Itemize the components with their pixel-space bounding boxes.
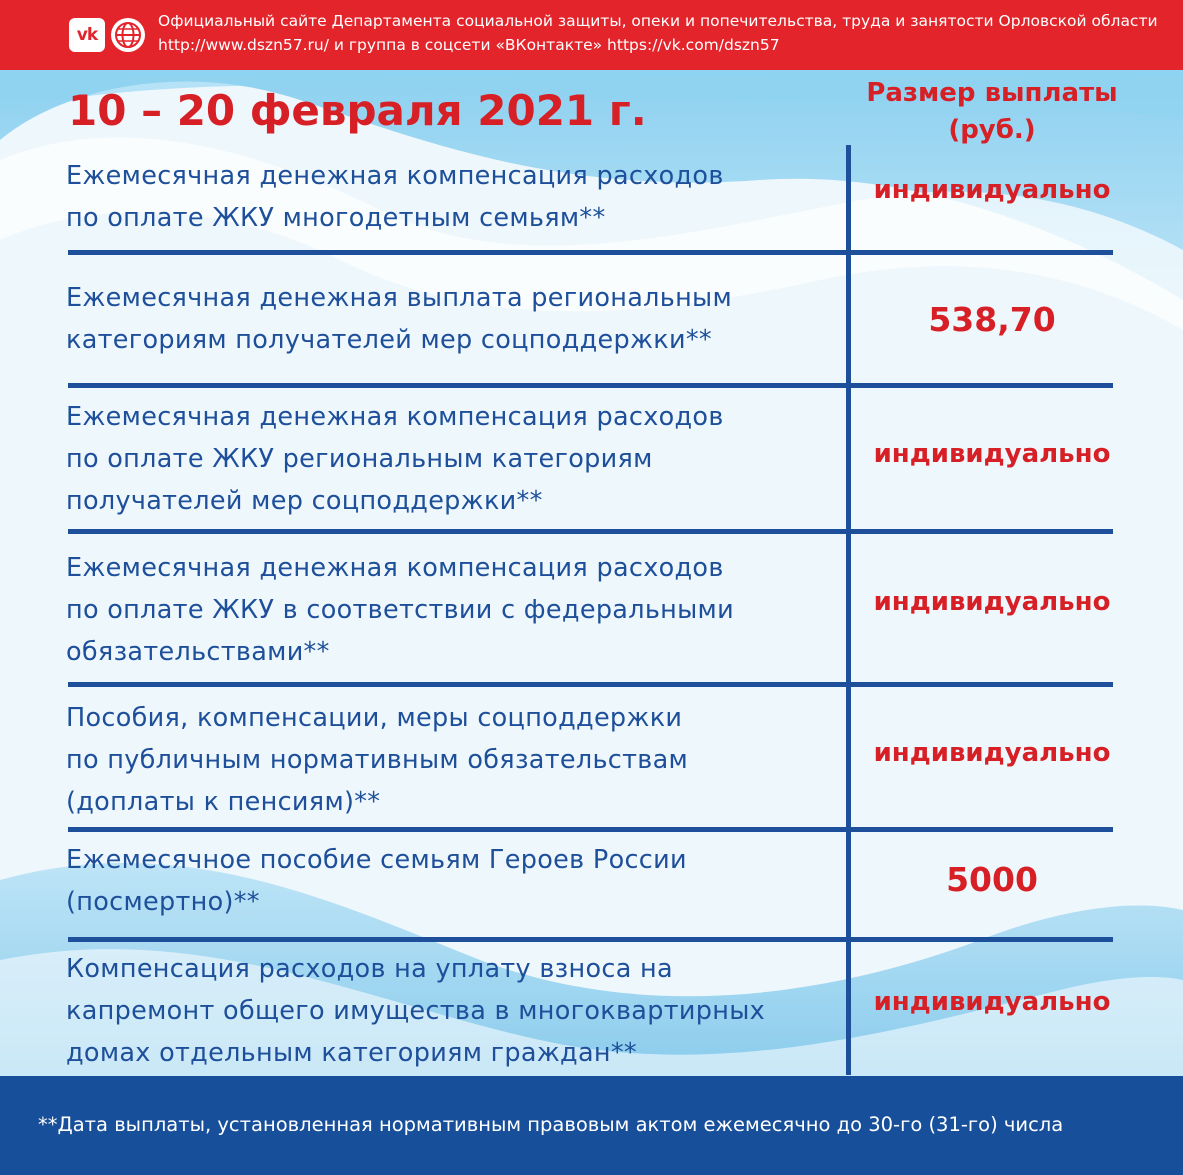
payment-amount: 5000 — [946, 860, 1038, 899]
page-title: 10 – 20 февраля 2021 г. — [68, 86, 647, 135]
header-links[interactable]: http://www.dszn57.ru/ и группа в соцсети «ВКонтакте» https://vk.com/dszn57 — [158, 36, 780, 54]
payment-amount: индивидуально — [873, 738, 1111, 768]
column-header-line1: Размер выплаты — [866, 78, 1118, 108]
payment-amount: индивидуально — [873, 175, 1111, 205]
payment-description: Компенсация расходов на уплату взноса на капремонт общего имущества в многоквартирных домах отдельным категориям граждан** — [66, 954, 766, 1068]
row-divider — [68, 383, 1113, 388]
globe-icon[interactable] — [110, 17, 146, 53]
footer-note: **Дата выплаты, установленная нормативным правовым актом ежемесячно до 30-го (31-го) числа — [38, 1113, 1064, 1136]
payment-amount: 538,70 — [928, 300, 1056, 339]
row-divider — [68, 250, 1113, 255]
row-divider — [68, 682, 1113, 687]
row-divider — [68, 529, 1113, 534]
payment-description: Ежемесячная денежная компенсация расходов по оплате ЖКУ многодетным семьям** — [66, 161, 724, 233]
row-divider — [68, 827, 1113, 832]
footer-banner — [0, 1076, 1183, 1175]
payment-description: Пособия, компенсации, меры соцподдержки по публичным нормативным обязательствам (доплаты к пенсиям)** — [66, 703, 689, 817]
header-site-description: Официальный сайте Департамента социальной защиты, опеки и попечительства, труда и занятости Орловской области — [158, 12, 1158, 30]
row-divider — [68, 937, 1113, 942]
payment-amount: индивидуально — [873, 439, 1111, 469]
payment-description: Ежемесячная денежная компенсация расходов по оплате ЖКУ в соответствии с федеральными обязательствами** — [66, 553, 734, 667]
column-divider — [846, 145, 851, 1075]
payment-description: Ежемесячное пособие семьям Героев России (посмертно)** — [66, 845, 687, 917]
payment-description: Ежемесячная денежная компенсация расходов по оплате ЖКУ региональным категориям получателей мер соцподдержки** — [66, 402, 724, 516]
payment-amount: индивидуально — [873, 987, 1111, 1017]
payment-description: Ежемесячная денежная выплата региональным категориям получателей мер соцподдержки** — [66, 283, 733, 355]
vk-logo-icon[interactable]: vk — [69, 18, 105, 52]
payment-amount: индивидуально — [873, 587, 1111, 617]
column-header-line2: (руб.) — [948, 115, 1036, 145]
site-header-banner — [0, 0, 1183, 70]
